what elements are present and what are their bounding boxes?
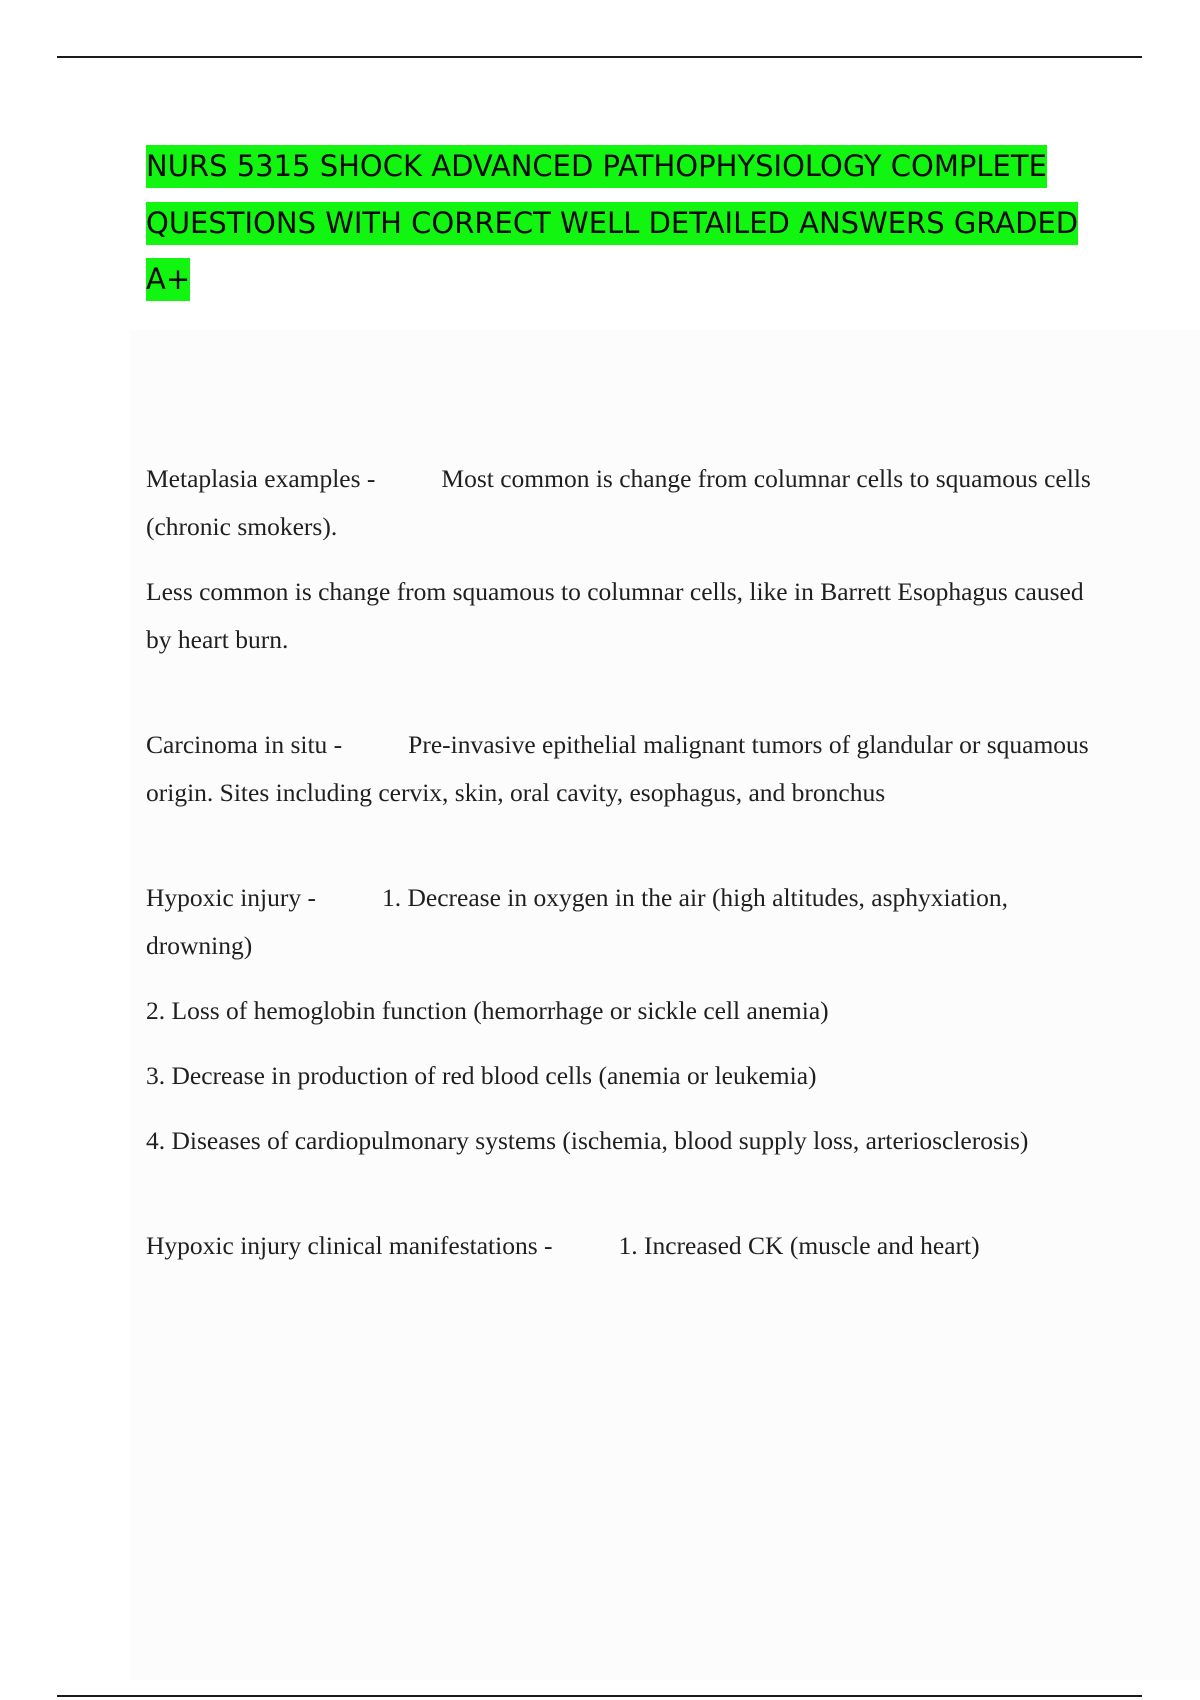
document-title — [146, 138, 1106, 308]
bottom-rule — [57, 1695, 1142, 1697]
entry-term: Hypoxic injury - — [146, 883, 316, 912]
qa-entry — [146, 721, 1106, 817]
qa-entry — [146, 1222, 1106, 1270]
entry-answer: 1. Decrease in oxygen in the air (high altitudes, asphyxiation, drowning) — [146, 883, 1008, 960]
entry-answer: Pre-invasive epithelial malignant tumors of glandular or squamous origin. Sites including cervix, skin, oral cavity, esophagus, and bronchus — [146, 730, 1089, 807]
qa-entries — [146, 455, 1106, 1327]
entry-term: Hypoxic injury clinical manifestations - — [146, 1231, 553, 1260]
entry-first-paragraph — [146, 1222, 1106, 1270]
qa-entry — [146, 455, 1106, 664]
entry-first-paragraph — [146, 455, 1106, 551]
entry-answer: 1. Increased CK (muscle and heart) — [618, 1231, 980, 1260]
entry-term: Metaplasia examples - — [146, 464, 376, 493]
entry-first-paragraph — [146, 721, 1106, 817]
entry-first-paragraph — [146, 874, 1106, 970]
entry-answer: Most common is change from columnar cells to squamous cells (chronic smokers). — [146, 464, 1091, 541]
entry-paragraph: 3. Decrease in production of red blood cells (anemia or leukemia) — [146, 1061, 817, 1090]
entry-term: Carcinoma in situ - — [146, 730, 343, 759]
entry-paragraph: 4. Diseases of cardiopulmonary systems (ischemia, blood supply loss, arteriosclerosis) — [146, 1126, 1029, 1155]
entry-paragraph: 2. Loss of hemoglobin function (hemorrhage or sickle cell anemia) — [146, 996, 829, 1025]
entry-paragraph: Less common is change from squamous to columnar cells, like in Barrett Esophagus caused by heart burn. — [146, 577, 1084, 654]
title-highlight: NURS 5315 SHOCK ADVANCED PATHOPHYSIOLOGY COMPLETE QUESTIONS WITH CORRECT WELL DETAILED ANSWERS GRADED A+ — [146, 145, 1078, 301]
qa-entry — [146, 874, 1106, 1165]
top-rule — [57, 56, 1142, 58]
